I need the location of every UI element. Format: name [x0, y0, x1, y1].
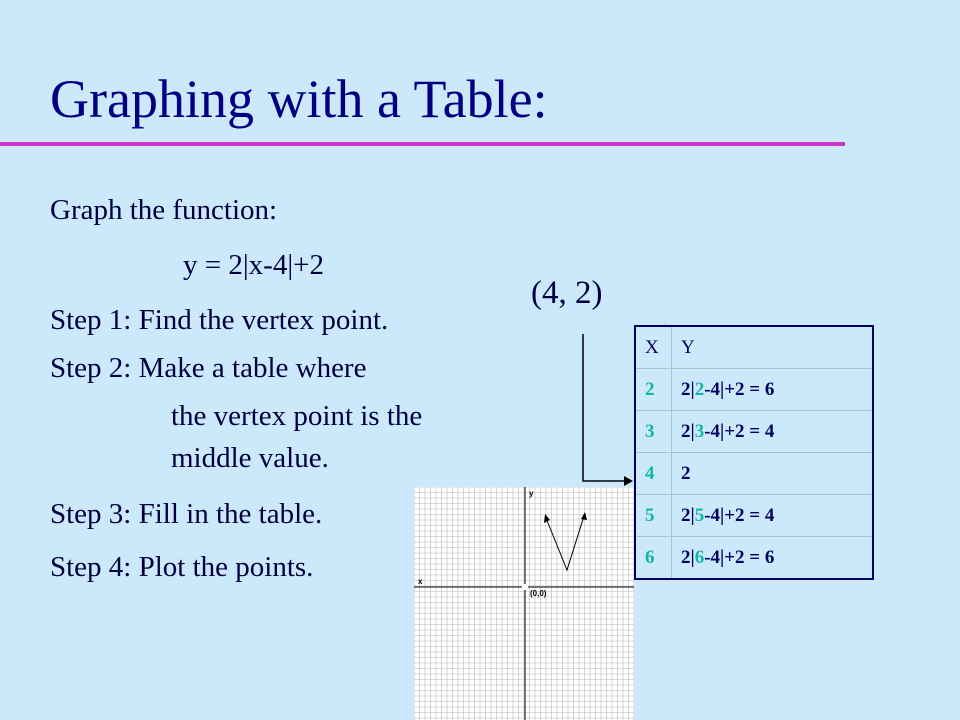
table-row	[635, 537, 873, 580]
coordinate-grid	[414, 487, 634, 720]
x-cell: 4	[635, 453, 672, 495]
graph-function-line: Graph the function:	[50, 194, 278, 226]
origin-label: (0,0)	[530, 589, 547, 598]
y-cell: 2|6-4|+2 = 6	[672, 537, 874, 580]
title-underline	[0, 142, 845, 146]
table-row	[635, 411, 873, 453]
header-x: X	[635, 326, 672, 369]
table-header-row	[635, 326, 873, 369]
y-axis-label: y	[529, 489, 534, 498]
step-2-line: Step 2: Make a table where	[50, 352, 367, 384]
header-y: Y	[681, 336, 695, 358]
vertex-point-label: (4, 2)	[531, 275, 603, 311]
vertex-arrow	[570, 328, 636, 488]
x-cell: 3	[635, 411, 672, 453]
x-cell: 5	[635, 495, 672, 537]
x-cell: 2	[635, 369, 672, 411]
equation-line: y = 2|x-4|+2	[183, 249, 324, 281]
y-cell: 2|2-4|+2 = 6	[672, 369, 874, 411]
slide-title: Graphing with a Table:	[50, 69, 548, 129]
x-cell: 6	[635, 537, 672, 580]
step-4-line: Step 4: Plot the points.	[50, 551, 314, 583]
x-axis-label: x	[418, 577, 423, 586]
step-2-continuation-2: middle value.	[171, 442, 329, 474]
table-row	[635, 495, 873, 537]
table-row	[635, 453, 873, 495]
step-1-line: Step 1: Find the vertex point.	[50, 304, 389, 336]
step-2-continuation: the vertex point is the	[171, 400, 423, 432]
y-cell: 2	[672, 453, 874, 495]
y-cell: 2|5-4|+2 = 4	[672, 495, 874, 537]
xy-table	[634, 325, 874, 580]
table-row	[635, 369, 873, 411]
step-3-line: Step 3: Fill in the table.	[50, 498, 323, 530]
y-cell: 2|3-4|+2 = 4	[672, 411, 874, 453]
